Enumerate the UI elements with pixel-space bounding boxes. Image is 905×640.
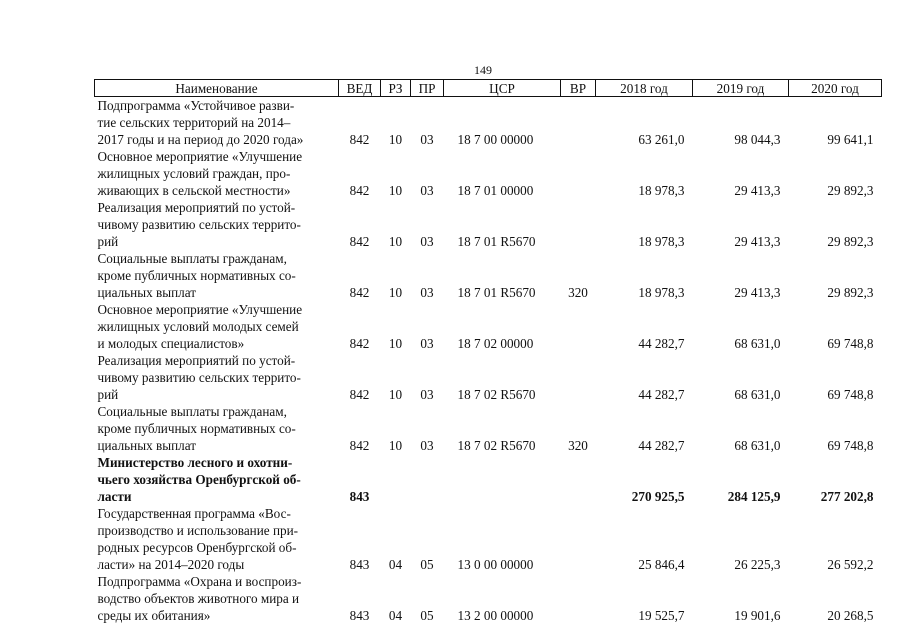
cell-y2018: 18 978,3 [638,234,685,249]
cell-y2019: 19 901,6 [734,608,781,623]
cell-pr: 03 [420,336,434,351]
budget-table [94,79,882,624]
cell-vr [561,352,596,403]
cell-y2019: 284 125,9 [727,489,781,504]
cell-ved: 843 [349,557,370,572]
cell-y2019: 26 225,3 [734,557,781,572]
cell-y2020: 29 892,3 [827,183,874,198]
header-2018: 2018 год [596,80,693,97]
cell-y2019: 29 413,3 [734,183,781,198]
cell-rz: 04 [388,608,403,623]
cell-ved: 842 [349,285,370,300]
cell-csr: 18 7 01 00000 [457,183,534,198]
table-row [95,148,882,199]
row-name-line: циальных выплат [97,438,196,453]
row-name-line: живающих в сельской местности» [97,183,291,198]
cell-pr: 03 [420,438,434,453]
table-row [95,573,882,624]
cell-vr: 320 [568,438,588,453]
cell-csr: 18 7 01 R5670 [457,285,536,300]
row-name-line: чивому развитию сельских террито- [97,217,301,232]
cell-y2019: 98 044,3 [734,132,781,147]
row-name-line: жилищных условий граждан, про- [97,166,291,181]
cell-pr: 03 [420,387,434,402]
cell-y2018: 44 282,7 [638,336,685,351]
row-name-line: рий [97,387,119,402]
row-name-line: циальных выплат [97,285,196,300]
header-rz: РЗ [381,80,411,97]
row-name-line: и молодых специалистов» [97,336,245,351]
cell-csr: 18 7 02 R5670 [457,438,536,453]
cell-y2018: 18 978,3 [638,183,685,198]
table-row [95,199,882,250]
cell-y2020: 26 592,2 [827,557,874,572]
cell-rz: 10 [388,183,403,198]
row-name-line: чьего хозяйства Оренбургской об- [97,472,301,487]
cell-rz: 04 [388,557,403,572]
cell-pr: 05 [420,557,434,572]
cell-pr [411,454,444,505]
cell-rz: 10 [388,234,403,249]
cell-y2020: 69 748,8 [827,438,874,453]
row-name-line: рий [97,234,119,249]
row-name-line: производство и использование при- [97,523,299,538]
cell-y2018: 270 925,5 [631,489,685,504]
table-row [95,97,882,149]
row-name [95,454,339,505]
table-body [95,97,882,625]
row-name-line: Основное мероприятие «Улучшение [97,149,303,164]
table-header-row [95,80,882,97]
page-number: 149 [474,63,492,77]
row-name-line: Государственная программа «Вос- [97,506,291,521]
row-name-line: среды их обитания» [97,608,211,623]
table-row [95,352,882,403]
cell-pr: 03 [420,285,434,300]
cell-ved: 842 [349,438,370,453]
cell-y2020: 277 202,8 [820,489,874,504]
cell-vr [561,301,596,352]
cell-y2018: 19 525,7 [638,608,685,623]
row-name-line: родных ресурсов Оренбургской об- [97,540,297,555]
cell-y2018: 63 261,0 [638,132,685,147]
row-name [95,573,339,624]
cell-vr [561,97,596,149]
row-name-line: Реализация мероприятий по устой- [97,353,296,368]
cell-y2018: 25 846,4 [638,557,685,572]
header-csr: ЦСР [444,80,561,97]
row-name-line: Подпрограмма «Охрана и воспроиз- [97,574,302,589]
cell-csr: 18 7 02 00000 [457,336,534,351]
cell-csr: 13 0 00 00000 [457,557,534,572]
row-name [95,505,339,573]
cell-csr: 18 7 00 00000 [457,132,534,147]
cell-y2020: 69 748,8 [827,336,874,351]
cell-y2020: 69 748,8 [827,387,874,402]
table-row [95,505,882,573]
row-name [95,301,339,352]
cell-y2018: 44 282,7 [638,438,685,453]
header-2019: 2019 год [693,80,789,97]
cell-y2019: 29 413,3 [734,285,781,300]
cell-y2019: 29 413,3 [734,234,781,249]
cell-vr: 320 [568,285,588,300]
cell-pr: 03 [420,183,434,198]
cell-rz: 10 [388,336,403,351]
row-name-line: Основное мероприятие «Улучшение [97,302,303,317]
cell-ved: 843 [349,489,370,504]
cell-vr [561,454,596,505]
cell-vr [561,573,596,624]
header-pr: ПР [411,80,444,97]
cell-y2020: 20 268,5 [827,608,874,623]
cell-rz [381,454,411,505]
row-name [95,352,339,403]
cell-rz: 10 [388,438,403,453]
cell-ved: 843 [349,608,370,623]
row-name-line: ласти» на 2014–2020 годы [97,557,245,572]
header-ved: ВЕД [339,80,381,97]
row-name-line: Реализация мероприятий по устой- [97,200,296,215]
cell-ved: 842 [349,132,370,147]
cell-ved: 842 [349,234,370,249]
cell-vr [561,148,596,199]
row-name [95,148,339,199]
row-name-line: кроме публичных нормативных со- [97,421,296,436]
cell-ved: 842 [349,183,370,198]
row-name-line: 2017 годы и на период до 2020 года» [97,132,304,147]
cell-pr: 05 [420,608,434,623]
row-name [95,199,339,250]
row-name [95,250,339,301]
cell-vr [561,505,596,573]
cell-y2018: 18 978,3 [638,285,685,300]
cell-csr: 18 7 02 R5670 [457,387,536,402]
row-name-line: водство объектов животного мира и [97,591,300,606]
row-name-line: тие сельских территорий на 2014– [97,115,291,130]
row-name-line: Социальные выплаты гражданам, [97,251,287,266]
row-name-line: чивому развитию сельских террито- [97,370,301,385]
cell-csr: 13 2 00 00000 [457,608,534,623]
cell-rz: 10 [388,132,403,147]
cell-rz: 10 [388,285,403,300]
table-row [95,454,882,505]
table-row [95,250,882,301]
cell-csr [444,454,561,505]
cell-pr: 03 [420,234,434,249]
cell-y2019: 68 631,0 [734,438,781,453]
row-name-line: Министерство лесного и охотни- [97,455,293,470]
cell-y2020: 29 892,3 [827,234,874,249]
cell-y2020: 99 641,1 [827,132,874,147]
cell-pr: 03 [420,132,434,147]
row-name [95,97,339,149]
table-row [95,403,882,454]
table-row [95,301,882,352]
row-name-line: кроме публичных нормативных со- [97,268,296,283]
cell-ved: 842 [349,387,370,402]
cell-csr: 18 7 01 R5670 [457,234,536,249]
cell-y2019: 68 631,0 [734,387,781,402]
cell-vr [561,199,596,250]
row-name [95,403,339,454]
row-name-line: жилищных условий молодых семей [97,319,299,334]
row-name-line: Социальные выплаты гражданам, [97,404,287,419]
row-name-line: ласти [97,489,132,504]
cell-rz: 10 [388,387,403,402]
cell-y2020: 29 892,3 [827,285,874,300]
row-name-line: Подпрограмма «Устойчивое разви- [97,98,295,113]
header-2020: 2020 год [789,80,882,97]
header-vr: ВР [561,80,596,97]
cell-y2019: 68 631,0 [734,336,781,351]
header-name: Наименование [95,80,339,97]
cell-ved: 842 [349,336,370,351]
cell-y2018: 44 282,7 [638,387,685,402]
